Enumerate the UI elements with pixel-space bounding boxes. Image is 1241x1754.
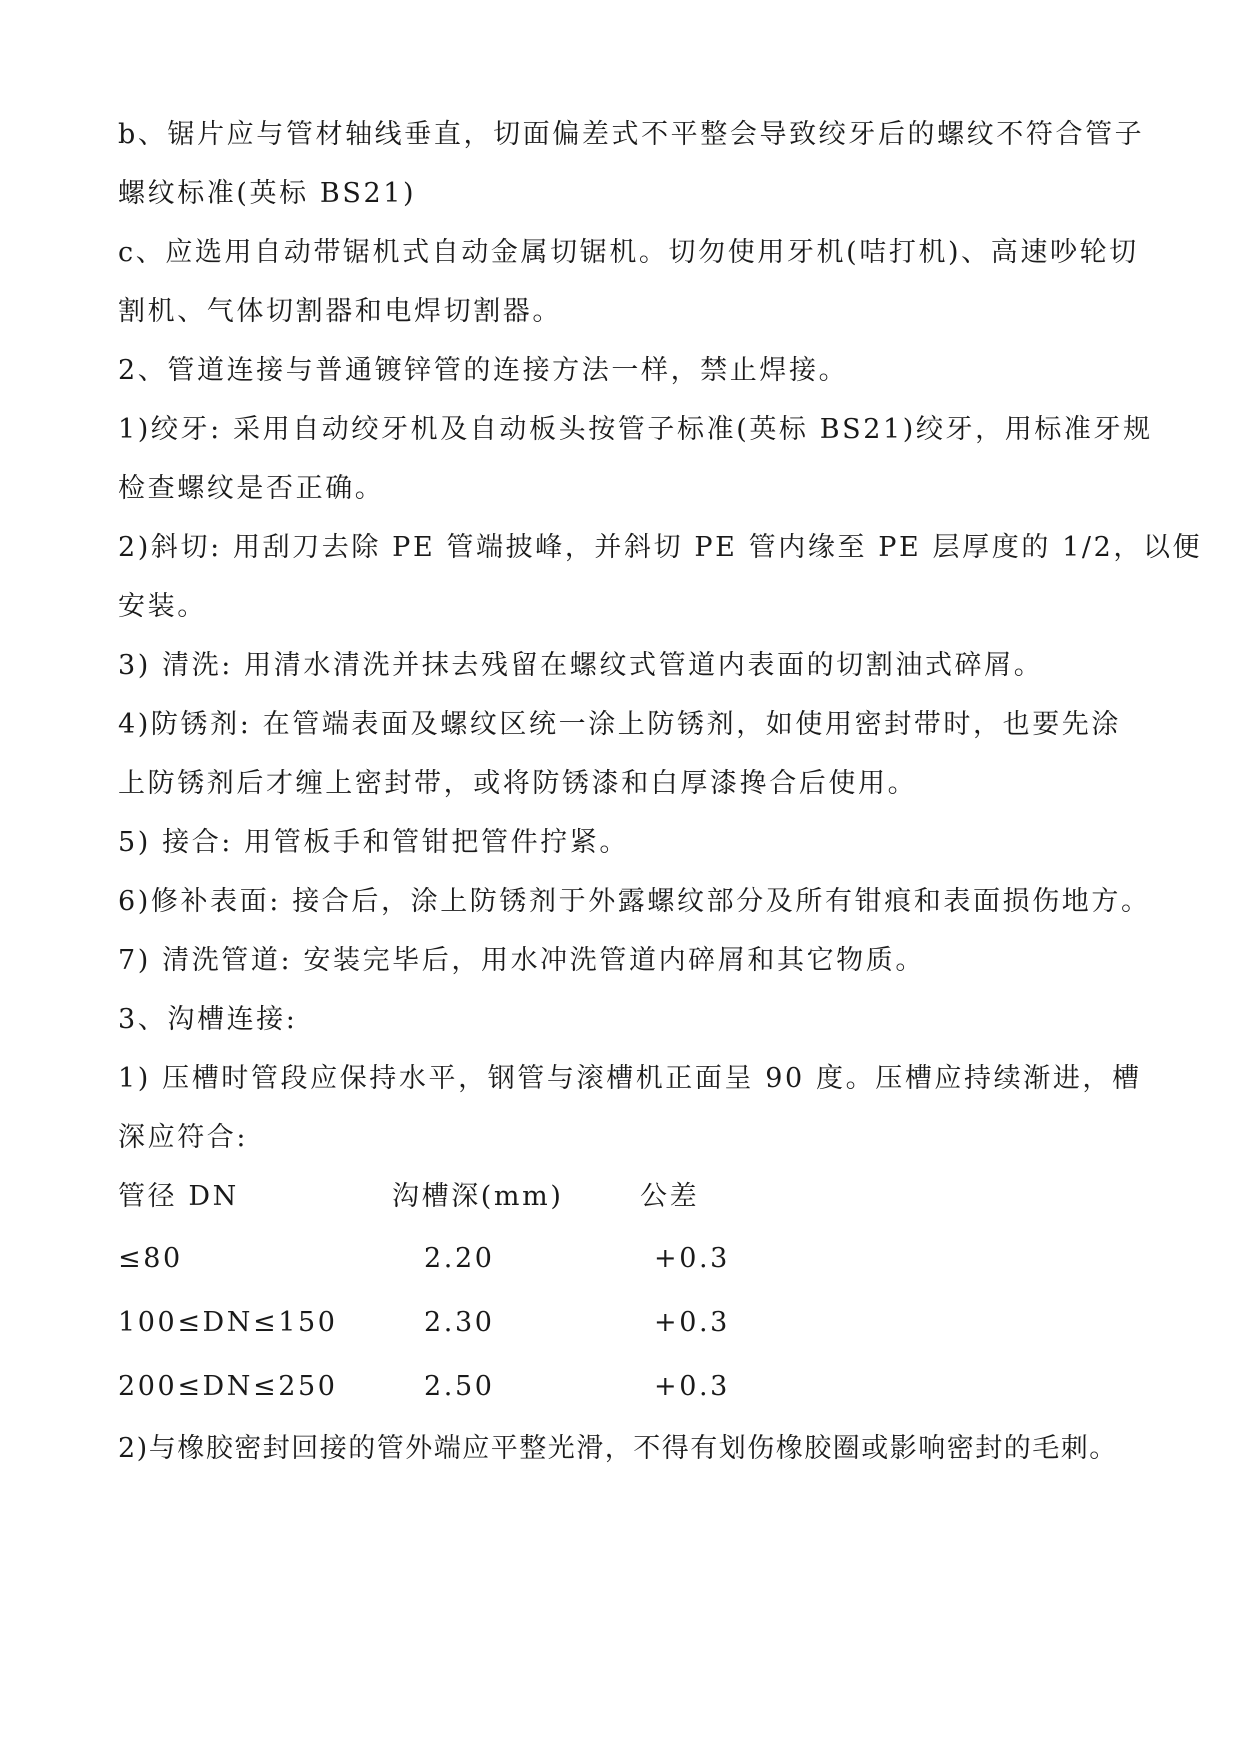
table-header-cell: 公差 [640,1181,700,1212]
paragraph-line: 2、管道连接与普通镀锌管的连接方法一样，禁止焊接。 [118,355,849,386]
table-cell: 2.50 [424,1371,495,1402]
table-cell: +0.3 [654,1243,730,1274]
paragraph-line: 深应符合: [118,1122,249,1153]
table-cell: 100≤DN≤150 [118,1307,338,1338]
paragraph-line: c、应选用自动带锯机式自动金属切锯机。切勿使用牙机(咭打机)、高速吵轮切 [118,237,1139,268]
table-cell: ≤80 [118,1243,183,1274]
paragraph-line: 6)修补表面: 接合后，涂上防锈剂于外露螺纹部分及所有钳痕和表面损伤地方。 [118,886,1151,917]
table-cell: 2.30 [424,1307,495,1338]
table-header-cell: 沟槽深(mm) [392,1181,564,1212]
table-cell: +0.3 [654,1307,730,1338]
paragraph-line: 5) 接合: 用管板手和管钳把管件拧紧。 [118,827,629,858]
table-cell: +0.3 [654,1371,730,1402]
paragraph-line: 1)绞牙: 采用自动绞牙机及自动板头按管子标准(英标 BS21)绞牙，用标准牙规 [118,414,1153,445]
table-cell: 200≤DN≤250 [118,1371,338,1402]
paragraph-line: 检查螺纹是否正确。 [118,473,385,504]
paragraph-line: 上防锈剂后才缠上密封带，或将防锈漆和白厚漆搀合后使用。 [118,768,918,799]
paragraph-line: 3) 清洗: 用清水清洗并抹去残留在螺纹式管道内表面的切割油式碎屑。 [118,650,1044,681]
paragraph-line: 2)斜切: 用刮刀去除 PE 管端披峰，并斜切 PE 管内缘至 PE 层厚度的 1/2，以便 [118,532,1203,563]
paragraph-line: 1) 压槽时管段应保持水平，钢管与滚槽机正面呈 90 度。压槽应持续渐进，槽 [118,1063,1142,1094]
table-cell: 2.20 [424,1243,495,1274]
paragraph-line: 3、沟槽连接: [118,1004,298,1035]
table-header-cell: 管径 DN [118,1181,239,1212]
paragraph-line: b、锯片应与管材轴线垂直，切面偏差式不平整会导致绞牙后的螺纹不符合管子 [118,119,1145,150]
paragraph-line: 4)防锈剂: 在管端表面及螺纹区统一涂上防锈剂，如使用密封带时，也要先涂 [118,709,1121,740]
paragraph-line: 7) 清洗管道: 安装完毕后，用水冲洗管道内碎屑和其它物质。 [118,945,925,976]
closing-paragraph-line: 2)与橡胶密封回接的管外端应平整光滑，不得有划伤橡胶圈或影响密封的毛刺。 [118,1433,1118,1464]
paragraph-line: 螺纹标准(英标 BS21) [118,178,417,209]
paragraph-line: 安装。 [118,591,207,622]
paragraph-line: 割机、气体切割器和电焊切割器。 [118,296,562,327]
